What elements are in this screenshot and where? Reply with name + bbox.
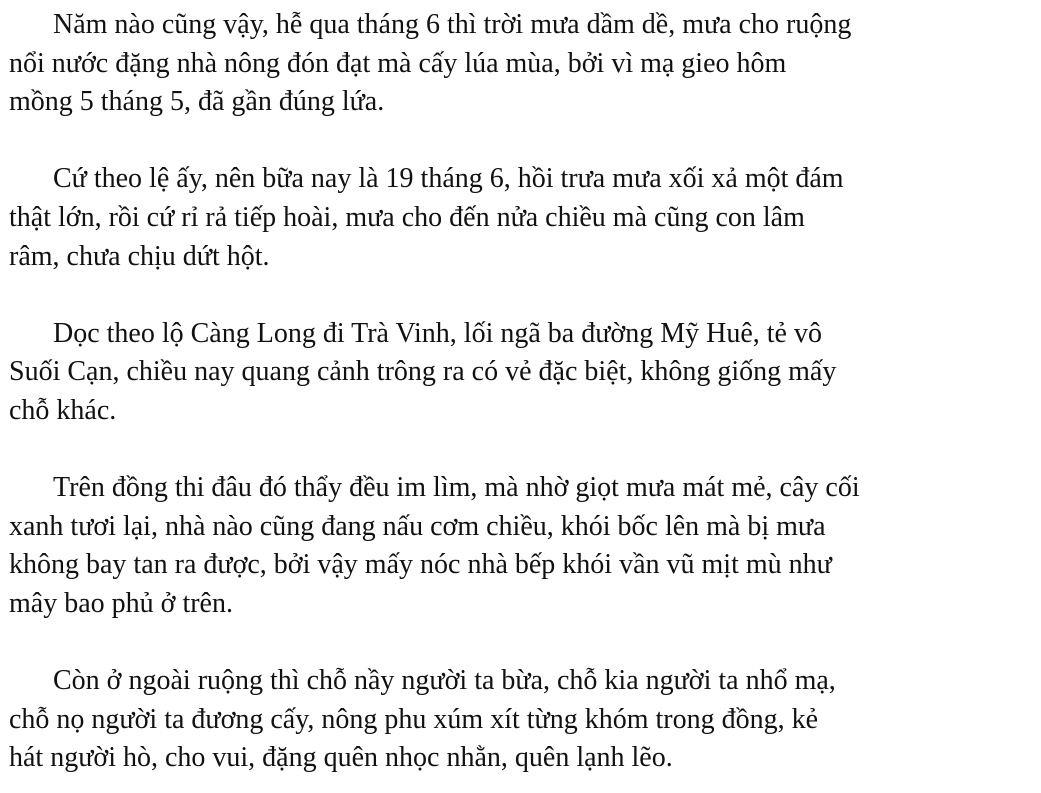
paragraph-1 <box>9 6 1035 122</box>
paragraph-4 <box>9 469 1035 623</box>
text-line: xanh tươi lại, nhà nào cũng đang nấu cơm chiều, khói bốc lên mà bị mưa <box>9 510 826 542</box>
text-line: Trên đồng thi đâu đó thẩy đều im lìm, mà nhờ giọt mưa mát mẻ, cây cối <box>53 472 860 504</box>
text-line: hát người hò, cho vui, đặng quên nhọc nhằn, quên lạnh lẽo. <box>9 742 673 774</box>
text-line: chỗ nọ người ta đương cấy, nông phu xúm xít từng khóm trong đồng, kẻ <box>9 703 819 735</box>
paragraph-2 <box>9 160 1035 276</box>
text-line: chỗ khác. <box>9 394 117 426</box>
text-line: Cứ theo lệ ấy, nên bữa nay là 19 tháng 6, hồi trưa mưa xối xả một đám <box>53 163 844 195</box>
document-page <box>9 6 1035 778</box>
text-line: Dọc theo lộ Càng Long đi Trà Vinh, lối ngã ba đường Mỹ Huê, tẻ vô <box>53 317 822 349</box>
text-line: Còn ở ngoài ruộng thì chỗ nầy người ta bừa, chỗ kia người ta nhổ mạ, <box>53 665 836 697</box>
text-line: mồng 5 tháng 5, đã gần đúng lứa. <box>9 86 385 118</box>
paragraph-5 <box>9 662 1035 778</box>
text-line: Năm nào cũng vậy, hễ qua tháng 6 thì trời mưa dầm dề, mưa cho ruộng <box>53 9 852 40</box>
text-line: nổi nước đặng nhà nông đón đạt mà cấy lúa mùa, bởi vì mạ gieo hôm <box>9 47 787 79</box>
text-line: mây bao phủ ở trên. <box>9 587 233 619</box>
text-line: không bay tan ra được, bởi vậy mấy nóc nhà bếp khói vần vũ mịt mù như <box>9 549 832 581</box>
text-line: thật lớn, rồi cứ rỉ rả tiếp hoài, mưa cho đến nửa chiều mà cũng con lâm <box>9 201 805 233</box>
text-line: râm, chưa chịu dứt hột. <box>9 240 270 272</box>
paragraph-3 <box>9 315 1035 431</box>
text-line: Suối Cạn, chiều nay quang cảnh trông ra có vẻ đặc biệt, không giống mấy <box>9 356 837 388</box>
